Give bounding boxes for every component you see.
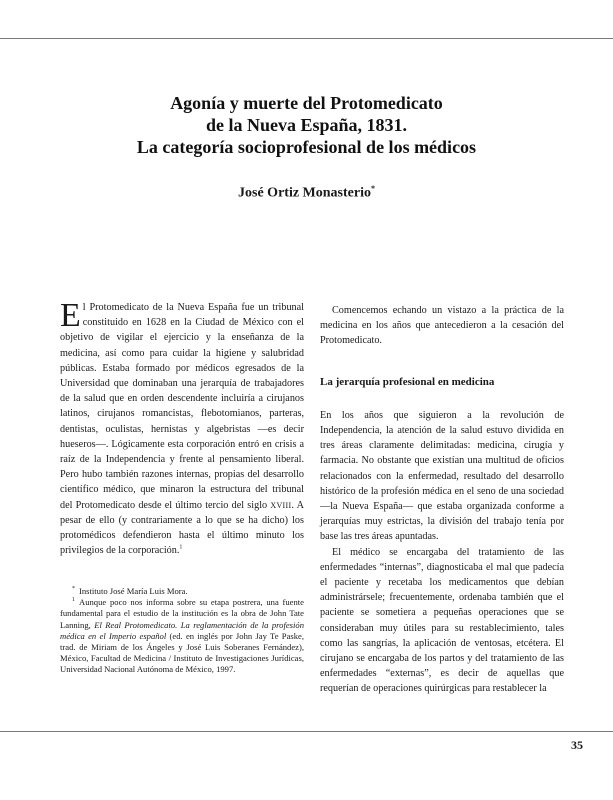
footnote-1 <box>60 597 304 675</box>
footnotes <box>60 586 304 676</box>
footnote-star <box>60 586 304 597</box>
footnote-1-text-b: (ed. en inglés por John Jay Te Paske, trad. de Miriam de los Ángeles y José Luis Soberanes Fernández), México, Facultad de Medicina / Instituto de Investigaciones Jurídicas, Universidad Nacional Autónoma de México, 1997. <box>60 630 304 675</box>
author-footnote-mark: * <box>370 184 375 193</box>
page-number: 35 <box>571 738 583 752</box>
footnote-star-mark: * <box>72 586 75 593</box>
author-name: José Ortiz Monasterio <box>238 185 371 201</box>
title-line-2: de la Nueva España, 1831. <box>205 115 408 135</box>
left-paragraph-1-end: . A pesar de ello (y contrariamente a lo que se ha dicho) los protomédicos defendieron hasta el último minuto los privilegios de la corporación. <box>60 499 305 557</box>
footnote-star-text: Instituto José María Luis Mora. <box>79 586 188 596</box>
article-title <box>0 92 613 158</box>
title-line-3: La categoría socioprofesional de los médicos <box>136 137 477 157</box>
right-paragraph-3: El médico se encargaba del tratamiento de las enfermedades “internas”, diagnosticaba el mal que padecía el paciente y recetaba los medicamentos que debían administrársele; frecuentemente, ordenaba también que el paciente se sometiera a pequeñas operaciones que se consideraban muy útiles para su restablecimiento, tales como las sangrías, la aplicación de ventosas, etcétera. El cirujano se encargaba de los partos y del tratamiento de las enfermedades “externas”, es decir de aquellas que requerían de operaciones quirúrgicas para restablecer la <box>320 546 564 695</box>
left-paragraph-1 <box>60 297 305 558</box>
drop-cap: E <box>60 297 81 334</box>
left-paragraph-1-start: l Protomedicato de la Nueva España fue un tribunal constituido en 1628 en la Ciudad de México con el objetivo de vigilar el ejercicio y la enseñanza de la medicina, así como para cuidar la higiene y salubridad públicas. Estaba formado por médicos egresados de la Universidad que dominaban una jerarquía de trabajadores de la salud que en orden descendente incluiría a cirujanos latinos, cirujanos romancistas, flebotomianos, parteras, dentistas, oculistas, hernistas y algebristas —es decir hueseros—. Lógicamente esta corporación entró en crisis a raíz de la Independencia y frente al pensamiento liberal. Pero hubo también razones internas, propias del desarrollo científico médico, que minaron la estructura del tribunal del Protomedicato desde el último tercio del siglo <box>60 302 304 511</box>
title-line-1: Agonía y muerte del Protomedicato <box>170 93 443 113</box>
century-numeral: XVIII <box>270 500 292 510</box>
footnote-ref-1: 1 <box>179 544 183 551</box>
footnote-1-mark: 1 <box>72 597 75 604</box>
section-heading: La jerarquía profesional en medicina <box>320 375 495 388</box>
author-byline <box>0 184 613 202</box>
right-column <box>320 303 564 697</box>
top-rule <box>0 38 613 39</box>
footnote-1-text-a: Aunque poco nos informa sobre su etapa postrera, una fuente fundamental para el estudio de la institución es la obra de John Tate Lanning, <box>60 597 304 630</box>
right-paragraph-2: En los años que siguieron a la revolución de Independencia, la atención de la salud estuvo dividida en tres áreas claramente delimitadas: medicina, cirugía y farmacia. No obstante que existían una multitud de oficios relacionados con la enfermedad, resultado del desarrollo histórico de la profesión médica en el seno de una sociedad —la Nueva España— que estaba organizada conforme a jerarquías muy estrictas, la división del trabajo tenía por base las tres áreas apuntadas. <box>320 409 564 543</box>
right-paragraph-1: Comencemos echando un vistazo a la práctica de la medicina en los años que antecedieron a la cesación del Protomedicato. <box>320 305 564 347</box>
bottom-rule <box>0 731 613 732</box>
footnote-1-book-title: El Real Protomedicato. La reglamentación de la profesión médica en el Imperio español <box>60 619 305 641</box>
left-column <box>60 297 305 558</box>
